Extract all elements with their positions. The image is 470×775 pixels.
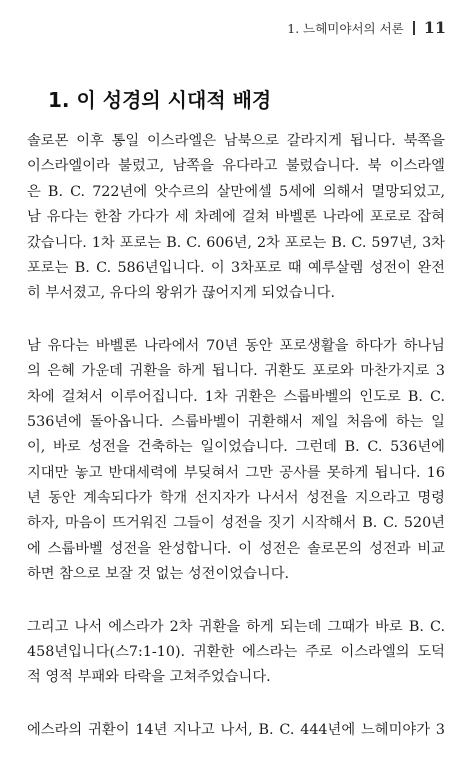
text-line: 히 부서졌고, 유다의 왕위가 끊어지게 되었습니다. <box>27 285 336 302</box>
text-line: 하자, 마음이 뜨거워진 그들이 성전을 짓기 시작해서 B. C. 520년 <box>27 515 445 532</box>
text-line: 458년입니다(스7:1-10). 귀환한 에스라는 주로 이스라엘의 도덕 <box>27 644 445 661</box>
text-line: 지대만 놓고 반대세력에 부딪혀서 그만 공사를 못하게 됩니다. 16 <box>27 464 445 481</box>
text-line: 의 은혜 가운데 귀환을 하게 됩니다. 귀환도 포로와 마찬가지로 3 <box>27 363 445 380</box>
text-line: 남 유다는 한참 가다가 세 차례에 걸쳐 바벨론 나라에 포로로 잡혀 <box>27 209 445 226</box>
text-line: 536년에 돌아옵니다. 스룹바벨이 귀환해서 제일 처음에 하는 일 <box>27 413 445 430</box>
chapter-running-title: 1. 느헤미야서의 서론 <box>287 20 404 36</box>
text-line: 은 B. C. 722년에 앗수르의 살만에셀 5세에 의해서 멸망되었고, <box>27 183 445 200</box>
text-line: 년 동안 계속되다가 학개 선지자가 나서서 성전을 지으라고 명령 <box>27 490 445 507</box>
text-line: 적 영적 부패와 타락을 고쳐주었습니다. <box>27 669 271 686</box>
text-line: 남 유다는 바벨론 나라에서 70년 동안 포로생활을 하다가 하나님 <box>27 337 445 354</box>
text-line: 이, 바로 성전을 건축하는 일이었습니다. 그런데 B. C. 536년에 <box>27 439 445 456</box>
text-line: 하면 참으로 보잘 것 없는 성전이었습니다. <box>27 566 290 583</box>
header-separator <box>413 21 415 35</box>
text-line: 솔로몬 이후 통일 이스라엘은 남북으로 갈라지게 됩니다. 북쪽을 <box>27 133 445 149</box>
text-line: 이스라엘이라 불렀고, 남쪽을 유다라고 불렀습니다. 북 이스라엘 <box>27 158 445 175</box>
text-line: 에스라의 귀환이 14년 지나고 나서, B. C. 444년에 느헤미야가 3 <box>27 721 445 738</box>
text-line: 포로는 B. C. 586년입니다. 이 3차포로 때 예루살렘 성전이 완전 <box>27 259 445 276</box>
body-text <box>27 129 445 770</box>
paragraph-3 <box>27 615 445 691</box>
paragraph-1 <box>27 129 445 307</box>
section-title: 1. 이 성경의 시대적 배경 <box>48 88 272 112</box>
paragraph-4 <box>27 718 445 743</box>
running-header <box>287 18 446 37</box>
text-line: 그리고 나서 에스라가 2차 귀환을 하게 되는데 그때가 바로 B. C. <box>27 618 445 635</box>
text-line: 에 스룹바벨 성전을 완성합니다. 이 성전은 솔로몬의 성전과 비교 <box>27 540 445 557</box>
text-line: 차에 걸쳐서 이루어집니다. 1차 귀환은 스룹바벨의 인도로 B. C. <box>27 388 445 405</box>
paragraph-2 <box>27 334 445 588</box>
text-line: 갔습니다. 1차 포로는 B. C. 606년, 2차 포로는 B. C. 597년, 3차 <box>27 234 445 251</box>
page-number: 11 <box>423 18 446 37</box>
